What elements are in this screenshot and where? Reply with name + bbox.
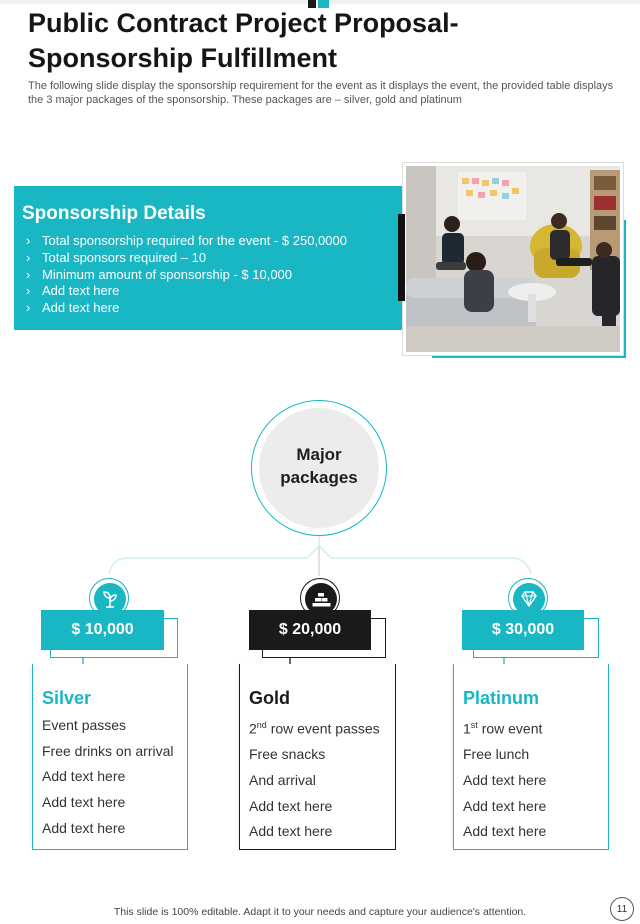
list-item: Add text here [463, 823, 547, 840]
list-item: And arrival [249, 772, 316, 789]
list-item: Add text here [42, 768, 126, 785]
list-item: 2nd row event passes [249, 720, 380, 737]
silver-benefits-list [42, 713, 174, 842]
silver-price-tab: $ 10,000 [41, 610, 164, 650]
meeting-illustration [406, 166, 620, 352]
list-item: Free lunch [463, 746, 530, 763]
silver-package-name: Silver [42, 688, 92, 708]
list-item: Add text here [463, 797, 547, 814]
chevron-right-icon: › [26, 266, 31, 282]
page-title: Public Contract Project Proposal- Sponsorship Fulfillment [28, 8, 459, 73]
gold-benefits-list [249, 713, 380, 845]
list-item: › Add text here [26, 300, 120, 316]
list-item: › Minimum amount of sponsorship - $ 10,000 [26, 266, 293, 282]
chevron-right-icon: › [26, 300, 31, 316]
list-item: › Add text here [26, 283, 120, 299]
platinum-benefits-list [463, 713, 546, 845]
meeting-photo [406, 166, 620, 352]
major-packages-label: Major packages [280, 445, 358, 487]
gold-package-name: Gold [249, 688, 290, 708]
platinum-price-tab: $ 30,000 [462, 610, 584, 650]
page-subtitle: The following slide display the sponsorship requirement for the event as it displays the event, the provided table displays the 3 major packages of the sponsorship. These packages are – silver, gold and platinum [28, 80, 614, 106]
page-number: 11 [610, 897, 634, 921]
dark-accent-bar [398, 214, 405, 301]
sponsorship-details-heading: Sponsorship Details [22, 203, 206, 224]
list-item: › Total sponsorship required for the event - $ 250,0000 [26, 233, 347, 248]
platinum-package-name: Platinum [463, 688, 540, 708]
list-item: 1st row event [463, 720, 543, 737]
list-item: Add text here [463, 772, 547, 789]
chevron-right-icon: › [26, 249, 31, 265]
list-item: Free drinks on arrival [42, 742, 174, 759]
chevron-right-icon: › [26, 233, 31, 248]
chevron-right-icon: › [26, 283, 31, 299]
footer-note: This slide is 100% editable. Adapt it to your needs and capture your audience's attention. [113, 906, 527, 918]
list-item: Add text here [249, 823, 333, 840]
list-item: Free snacks [249, 746, 326, 763]
list-item: Add text here [249, 797, 333, 814]
list-item: Add text here [42, 819, 126, 836]
list-item: › Total sponsors required – 10 [26, 249, 207, 265]
list-item: Add text here [42, 794, 126, 811]
sponsorship-details-list [26, 233, 396, 317]
list-item: Event passes [42, 717, 127, 733]
gold-price-tab: $ 20,000 [249, 610, 371, 650]
